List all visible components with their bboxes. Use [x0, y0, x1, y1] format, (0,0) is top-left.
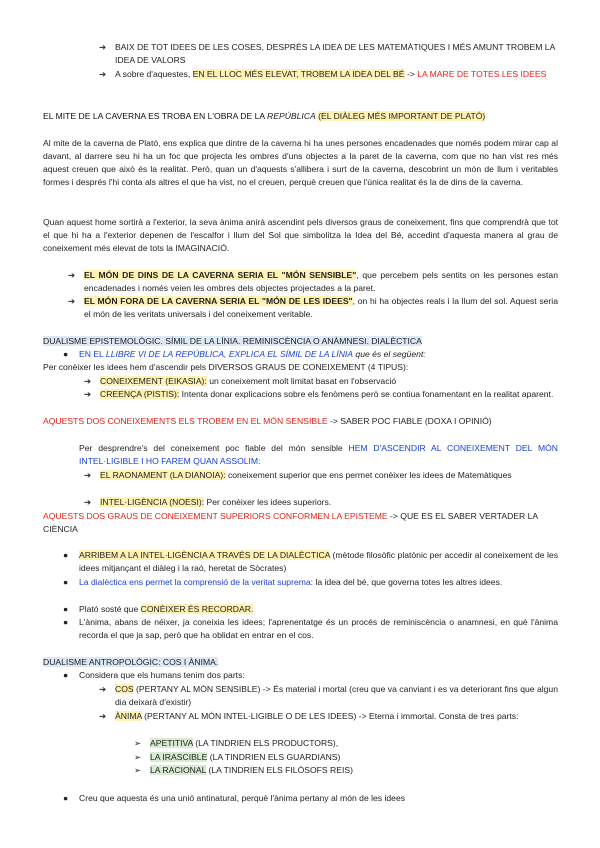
- caverna-bullet-2: ➔ EL MÓN FORA DE LA CAVERNA SERIA EL "MÓN DE LES IDEES", on hi ha objectes reals i la llum del sol. Aquest seria el món de les veritats universals i del coneixement veritable.: [68, 296, 558, 319]
- triangle-arrow-icon: ➢: [134, 765, 142, 775]
- epistem-c1: ➔ CONEIXEMENT (EIKASIA): un coneixement molt limitat basat en l'observació: [84, 376, 397, 386]
- arrow-icon: ➔: [84, 389, 92, 399]
- epistem-dot-1: ● EN EL LLIBRE VI DE LA REPÚBLICA, EXPLICA EL SÍMIL DE LA LÍNIA que és el següent:: [63, 349, 426, 359]
- antropo-title: DUALISME ANTROPOLÒGIC: COS I ÀNIMA.: [43, 657, 219, 667]
- top-item-1: [99, 41, 559, 67]
- arrow-icon: ➔: [84, 376, 92, 386]
- top-item-2-arrow: ->: [406, 69, 415, 79]
- triangle-arrow-icon: ➢: [134, 738, 142, 748]
- top-item-2: [99, 68, 559, 81]
- top-item-2-highlight: EN EL LLOC MÉS ELEVAT, TROBEM LA IDEA DEL BÉ: [192, 69, 405, 79]
- triangle-arrow-icon: ➢: [134, 752, 142, 762]
- antropo-part-3: ➢ LA RACIONAL (LA TINDRIEN ELS FILÒSOFS REIS): [134, 765, 353, 775]
- epistem-red-2: AQUESTS DOS GRAUS DE CONEIXEMENT SUPERIORS CONFORMEN LA EPISTEME -> QUE ES EL SABER VERTADER LA CIÈNCIA: [43, 511, 538, 534]
- epistem-red-1: AQUESTS DOS CONEIXEMENTS ELS TROBEM EN EL MÓN SENSIBLE -> SABER POC FIABLE (DOXA I OPINIÓ): [43, 416, 492, 426]
- antropo-part-2: ➢ LA IRASCIBLE (LA TINDRIEN ELS GUARDIANS): [134, 752, 341, 762]
- top-item-2-pre: A sobre d'aquestes,: [115, 69, 191, 79]
- caverna-paragraph-1: Al mite de la caverna de Plató, ens explica que dintre de la caverna hi ha unes persones encadenades que només podem mirar cap al davant, al darrere seu hi ha un foc que projecta les ombres d'uns objectes a la paret de la caverna, com que no han vist res més aquest creuen que això és la realitat. Però, quan un d'aquests s'allibera i surt de la caverna, descobrint un món de llum i veritables formes i després l'hi conta als altres el que ha vist, no el creuen, perquè creuen que l'única realitat és la de dins de la caverna.: [43, 138, 558, 187]
- bullet-icon: ●: [63, 617, 69, 627]
- bullet-icon: ●: [63, 349, 69, 359]
- bullet-icon: ●: [63, 550, 69, 560]
- arrow-icon: ➔: [99, 711, 107, 721]
- bullet-icon: ●: [63, 604, 69, 614]
- antropo-dot-2: ● Creu que aquesta és una unió antinatural, perquè l'ànima pertany al món de les idees: [63, 793, 406, 803]
- bullet-icon: ●: [63, 577, 69, 587]
- epistem-c3: ➔ EL RAONAMENT (LA DIANOIA): coneixement superior que ens permet conèixer les idees de Matemàtiques: [84, 470, 512, 480]
- arrow-icon: ➔: [84, 470, 92, 480]
- epistem-indent: Per desprendre's del coneixement poc fiable del món sensible HEM D'ASCENDIR AL CONEIXEMENT DEL MÓN INTEL·LIGIBLE I HO FAREM QUAN ASSOLIM:: [79, 443, 558, 466]
- epistem-d3: ● Plató sosté que CONÈIXER ÉS RECORDAR.: [63, 604, 254, 614]
- epistem-d4: ● L'ànima, abans de néixer, ja coneixia les idees; l'aprenentatge és un procés de reminiscència o anamnesi, en què l'ànima recorda el que ja sap, però que ha oblidat en entrar en el cos.: [63, 617, 558, 640]
- epistem-intro: Per conèixer les idees hem d'ascendir pels DIVERSOS GRAUS DE CONEIXEMENT (4 TIPUS):: [43, 362, 409, 372]
- epistem-c4: ➔ INTEL·LIGÈNCIA (NOESI): Per conèixer les idees superiors.: [84, 497, 332, 507]
- top-item-1-text: BAIX DE TOT IDEES DE LES COSES, DESPRÉS LA IDEA DE LES MATEMÀTIQUES I MÉS AMUNT TROBEM LA IDEA DE VALORS: [115, 42, 555, 65]
- arrow-icon: ➔: [99, 69, 107, 79]
- epistem-d2: ● La dialèctica ens permet la comprensió de la veritat suprema: la idea del bé, que governa totes les altres idees.: [63, 577, 503, 587]
- bullet-icon: ●: [63, 793, 69, 803]
- caverna-paragraph-2: Quan aquest home sortirà a l'exterior, la seva ànima anirà ascendint pels diversos graus de coneixement, fins que comprendrà que tot el que hi ha a l'exterior depenen de l'escalfor i llum del Sol que simbolitza la Idea del Bé, accedint d'aquesta manera al grau de coneixement més elevat de tots la IMAGINACIÓ.: [43, 217, 558, 253]
- antropo-cos: ➔ COS (PERTANY AL MÓN SENSIBLE) -> És material i mortal (creu que va canviant i es va deteriorant fins que algun dia deixarà d'existir): [99, 684, 558, 707]
- antropo-dot-1: ● Considera que els humans tenim dos parts:: [63, 670, 245, 680]
- epistem-c2: ➔ CREENÇA (PISTIS): Intenta donar explicacions sobre els fenòmens però se contiua fonamentant en la realitat aparent.: [84, 389, 554, 399]
- arrow-icon: ➔: [99, 42, 107, 52]
- antropo-anima: ➔ ÀNIMA (PERTANY AL MÓN INTEL·LIGIBLE O DE LES IDEES) -> Eterna i immortal. Consta de tres parts:: [99, 711, 519, 721]
- arrow-icon: ➔: [84, 497, 92, 507]
- caverna-title: EL MITE DE LA CAVERNA ES TROBA EN L'OBRA DE LA REPÚBLICA (EL DIÀLEG MÉS IMPORTANT DE PLATÓ): [43, 111, 486, 121]
- bullet-icon: ●: [63, 670, 69, 680]
- epistem-d1: ● ARRIBEM A LA INTEL·LIGÈNCIA A TRAVÉS DE LA DIALÈCTICA (mètode filosòfic platònic per accedir al coneixement de les idees mitjançant el diàleg i la raó, heretat de Sòcrates): [63, 550, 558, 573]
- caverna-bullet-1: ➔ EL MÓN DE DINS DE LA CAVERNA SERIA EL "MÓN SENSIBLE", que percebem pels sentits on les persones estan encadenades i només veien les ombres dels objectes projectades a la paret.: [68, 270, 558, 293]
- top-item-2-red: LA MARE DE TOTES LES IDEES: [417, 69, 547, 79]
- epistem-title: DUALISME EPISTEMOLÒGIC. SÍMIL DE LA LÍNIA. REMINISCÈNCIA O ANÀMNESI. DIALÈCTICA: [43, 336, 422, 346]
- arrow-icon: ➔: [99, 684, 107, 694]
- arrow-icon: ➔: [68, 270, 76, 280]
- antropo-part-1: ➢ APETITIVA (LA TINDRIEN ELS PRODUCTORS),: [134, 738, 339, 748]
- arrow-icon: ➔: [68, 296, 76, 306]
